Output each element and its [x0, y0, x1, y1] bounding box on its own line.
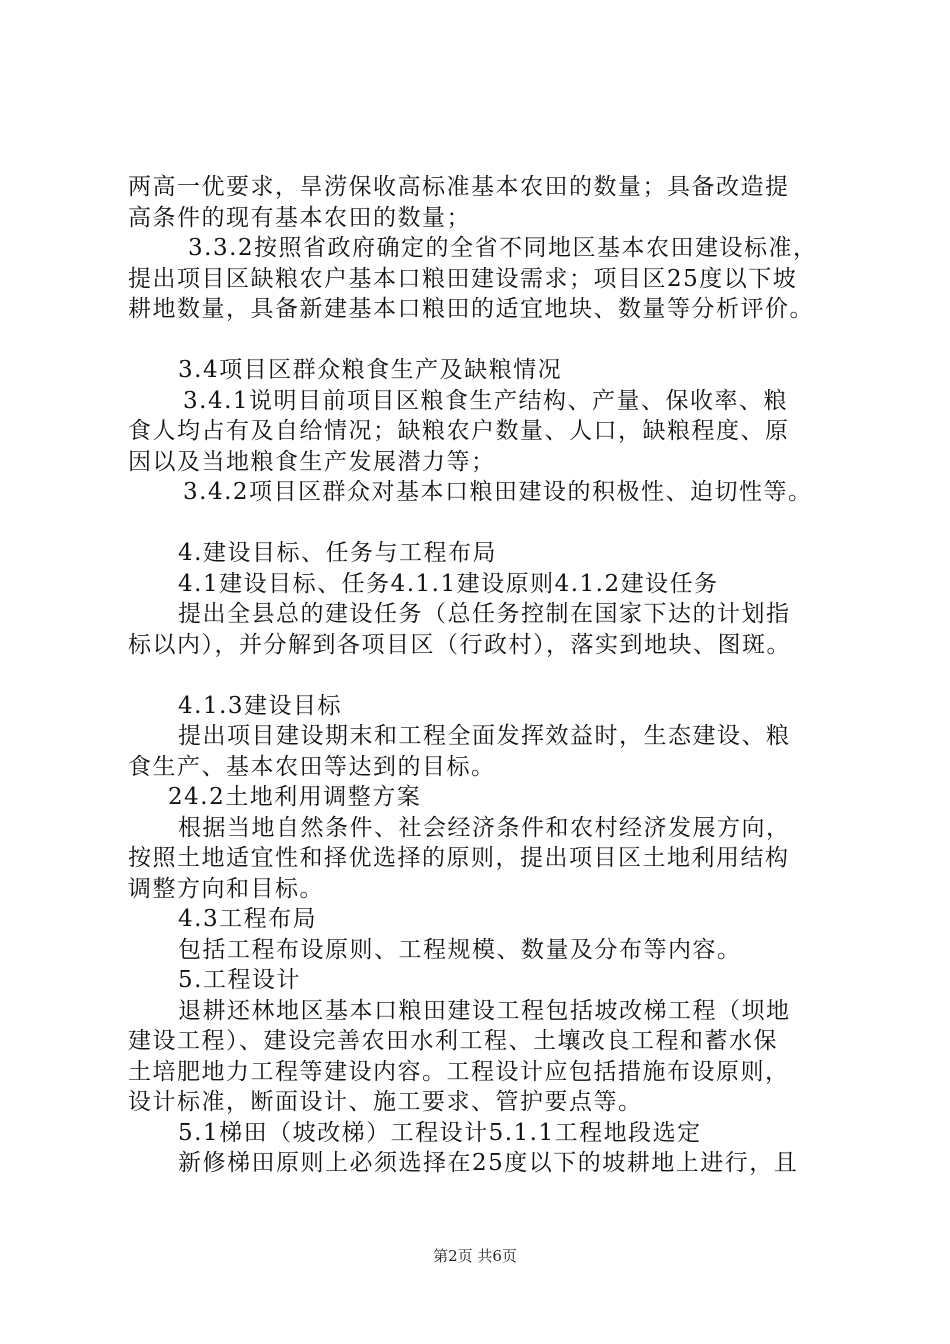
text-line: 提出项目区缺粮农户基本口粮田建设需求；项目区25度以下坡	[128, 265, 798, 292]
text-line: 食人均占有及自给情况；缺粮农户数量、人口，缺粮程度、原	[128, 418, 790, 444]
text-line: 3.4项目区群众粮食生产及缺粮情况	[178, 357, 563, 383]
text-line: 3.4.2项目区群众对基本口粮田建设的积极性、迫切性等。	[183, 479, 813, 505]
text-line: 5.1梯田（坡改梯）工程设计5.1.1工程地段选定	[178, 1119, 702, 1146]
text-line: 高条件的现有基本农田的数量；	[128, 204, 471, 231]
text-line: 3.4.1说明目前项目区粮食生产结构、产量、保收率、粮	[183, 387, 789, 414]
text-line: 4.1建设目标、任务4.1.1建设原则4.1.2建设任务	[178, 570, 719, 597]
paragraph-gap	[128, 508, 848, 539]
text-line: 新修梯田原则上必须选择在25度以下的坡耕地上进行，且	[178, 1150, 799, 1176]
text-line: 4.1.3建设目标	[178, 692, 343, 719]
text-line: 包括工程布设原则、工程规模、数量及分布等内容。	[178, 936, 742, 963]
text-line: 两高一优要求，旱涝保收高标准基本农田的数量；具备改造提	[128, 174, 790, 200]
text-line: 耕地数量，具备新建基本口粮田的适宜地块、数量等分析评价。	[128, 296, 814, 322]
text-line: 食生产、基本农田等达到的目标。	[128, 753, 496, 780]
text-line: 设计标准，断面设计、施工要求、管护要点等。	[128, 1089, 643, 1115]
text-line: 提出全县总的建设任务（总任务控制在国家下达的计划指	[178, 601, 791, 627]
page-footer: 第2页 共6页	[433, 1247, 517, 1265]
document-body	[128, 172, 848, 1179]
paragraph-gap	[128, 660, 848, 691]
text-line: 标以内），并分解到各项目区（行政村），落实到地块、图斑。	[128, 631, 791, 658]
text-line: 4.建设目标、任务与工程布局	[178, 540, 497, 566]
text-line: 4.3工程布局	[178, 906, 318, 932]
text-line: 24.2土地利用调整方案	[168, 784, 422, 810]
text-line: 退耕还林地区基本口粮田建设工程包括坡改梯工程（坝地	[178, 997, 791, 1024]
text-line: 建设工程）、建设完善农田水利工程、土壤改良工程和蓄水保	[128, 1028, 778, 1054]
text-line: 因以及当地粮食生产发展潜力等；	[128, 448, 496, 475]
text-line: 按照土地适宜性和择优选择的原则，提出项目区土地利用结构	[128, 845, 790, 871]
paragraph-gap	[128, 325, 848, 356]
text-line: 5.工程设计	[178, 967, 301, 993]
text-line: 3.3.2按照省政府确定的全省不同地区基本农田建设标准，	[188, 235, 818, 261]
text-line: 土培肥地力工程等建设内容。工程设计应包括措施布设原则，	[128, 1058, 790, 1085]
text-line: 调整方向和目标。	[128, 875, 324, 902]
text-line: 提出项目建设期末和工程全面发挥效益时，生态建设、粮	[178, 723, 791, 749]
text-line: 根据当地自然条件、社会经济条件和农村经济发展方向，	[178, 814, 791, 841]
